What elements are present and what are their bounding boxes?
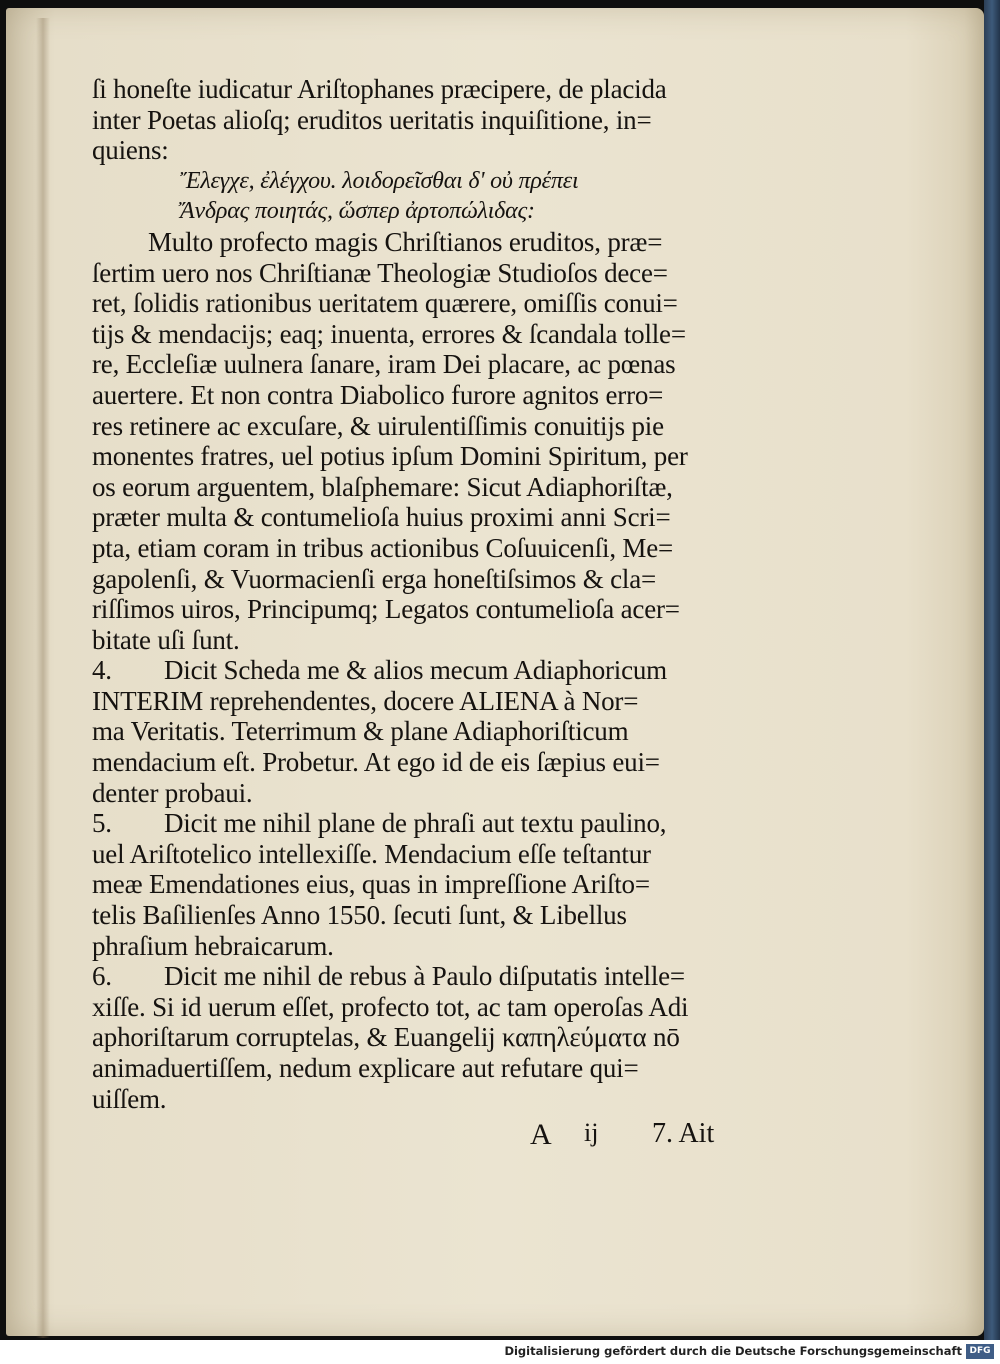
text-line: INTERIM reprehendentes, docere ALIENA à Nor= <box>92 685 639 716</box>
catchword: 7. Ait <box>652 1118 715 1149</box>
page-gutter <box>36 18 50 1338</box>
signature-mark: A <box>530 1118 552 1151</box>
text-line: bitate uſi ſunt. <box>92 624 240 655</box>
page-footer-line <box>92 1118 760 1154</box>
greek-quote-line: Ἔλεγχε, ἐλέγχου. λοιδορεῖσθαι δ' οὐ πρέπει <box>180 167 579 194</box>
text-line: tijs & mendacijs; eaq; inuenta, errores & ſcandala tolle= <box>92 318 686 349</box>
text-line: uel Ariſtotelico intellexiſſe. Mendacium eſſe teſtantur <box>92 838 651 869</box>
text-line: Multo profecto magis Chriſtianos eruditos, præ= <box>148 226 663 257</box>
text-line: pta, etiam coram in tribus actionibus Coſuuicenſi, Me= <box>92 532 674 563</box>
text-line: gapolenſi, & Vuormacienſi erga honeſtiſsimos & cla= <box>92 563 657 594</box>
item-number: 4. <box>92 655 112 686</box>
page-text <box>92 74 760 1114</box>
text-line: mendacium eſt. Probetur. At ego id de eis ſæpius eui= <box>92 747 660 778</box>
text-line: denter probaui. <box>92 777 253 808</box>
text-line: præter multa & contumelioſa huius proximi anni Scri= <box>92 502 671 533</box>
text-line: ret, ſolidis rationibus ueritatem quærere, omiſſis conui= <box>92 288 678 319</box>
greek-quote-line: Ἄνδρας ποιητάς, ὥσπερ ἀρτοπώλιδας: <box>180 198 535 225</box>
numbered-item-6 <box>92 961 760 992</box>
dfg-logo: DFG <box>966 1344 994 1359</box>
text-line: uiſſem. <box>92 1083 167 1114</box>
text-line: inter Poetas alioſq; eruditos ueritatis inquiſitione, in= <box>92 104 652 135</box>
text-line: ma Veritatis. Teterrimum & plane Adiaphoriſticum <box>92 716 629 747</box>
text-line: Dicit me nihil de rebus à Paulo diſputatis intelle= <box>164 961 685 992</box>
text-line: Dicit Scheda me & alios mecum Adiaphoricum <box>164 655 667 686</box>
book-cover-edge <box>984 0 1000 1340</box>
text-line: ſi honeſte iudicatur Ariſtophanes præcipere, de placida <box>92 74 667 104</box>
text-line: ſertim uero nos Chriſtianæ Theologiæ Studioſos dece= <box>92 257 668 288</box>
text-line: Dicit me nihil plane de phraſi aut textu paulino, <box>164 808 667 839</box>
text-line: aphoriſtarum corruptelas, & Euangelij καπηλεύματα nō <box>92 1022 680 1053</box>
numbered-item-4 <box>92 655 760 686</box>
text-line: meæ Emendationes eius, quas in impreſſione Ariſto= <box>92 869 650 900</box>
funding-credit: Digitalisierung gefördert durch die Deutsche Forschungsgemeinschaft <box>504 1344 962 1358</box>
numbered-item-5 <box>92 808 760 839</box>
text-line: xiſſe. Si id uerum eſſet, profecto tot, ac tam operoſas Adi <box>92 991 689 1022</box>
text-line: os eorum arguentem, blaſphemare: Sicut Adiaphoriſtæ, <box>92 471 673 502</box>
text-line: res retinere ac excuſare, & uirulentiſſimis conuitijs pie <box>92 410 664 441</box>
text-line: quiens: <box>92 135 169 166</box>
text-line: riſſimos uiros, Principumq; Legatos contumelioſa acer= <box>92 594 680 625</box>
text-line: animaduertiſſem, nedum explicare aut refutare qui= <box>92 1053 639 1083</box>
text-line: monentes fratres, uel potius ipſum Domini Spiritum, per <box>92 441 688 472</box>
text-line: phraſium hebraicarum. <box>92 930 334 961</box>
signature-number: ij <box>584 1118 599 1147</box>
text-line: auertere. Et non contra Diabolico furore agnitos erro= <box>92 379 664 410</box>
item-number: 5. <box>92 808 112 839</box>
item-number: 6. <box>92 961 112 992</box>
digitization-footer <box>0 1340 1000 1364</box>
text-line: telis Baſilienſes Anno 1550. ſecuti ſunt, & Libellus <box>92 900 627 931</box>
text-line: re, Eccleſiæ uulnera ſanare, iram Dei placare, ac pœnas <box>92 349 676 380</box>
